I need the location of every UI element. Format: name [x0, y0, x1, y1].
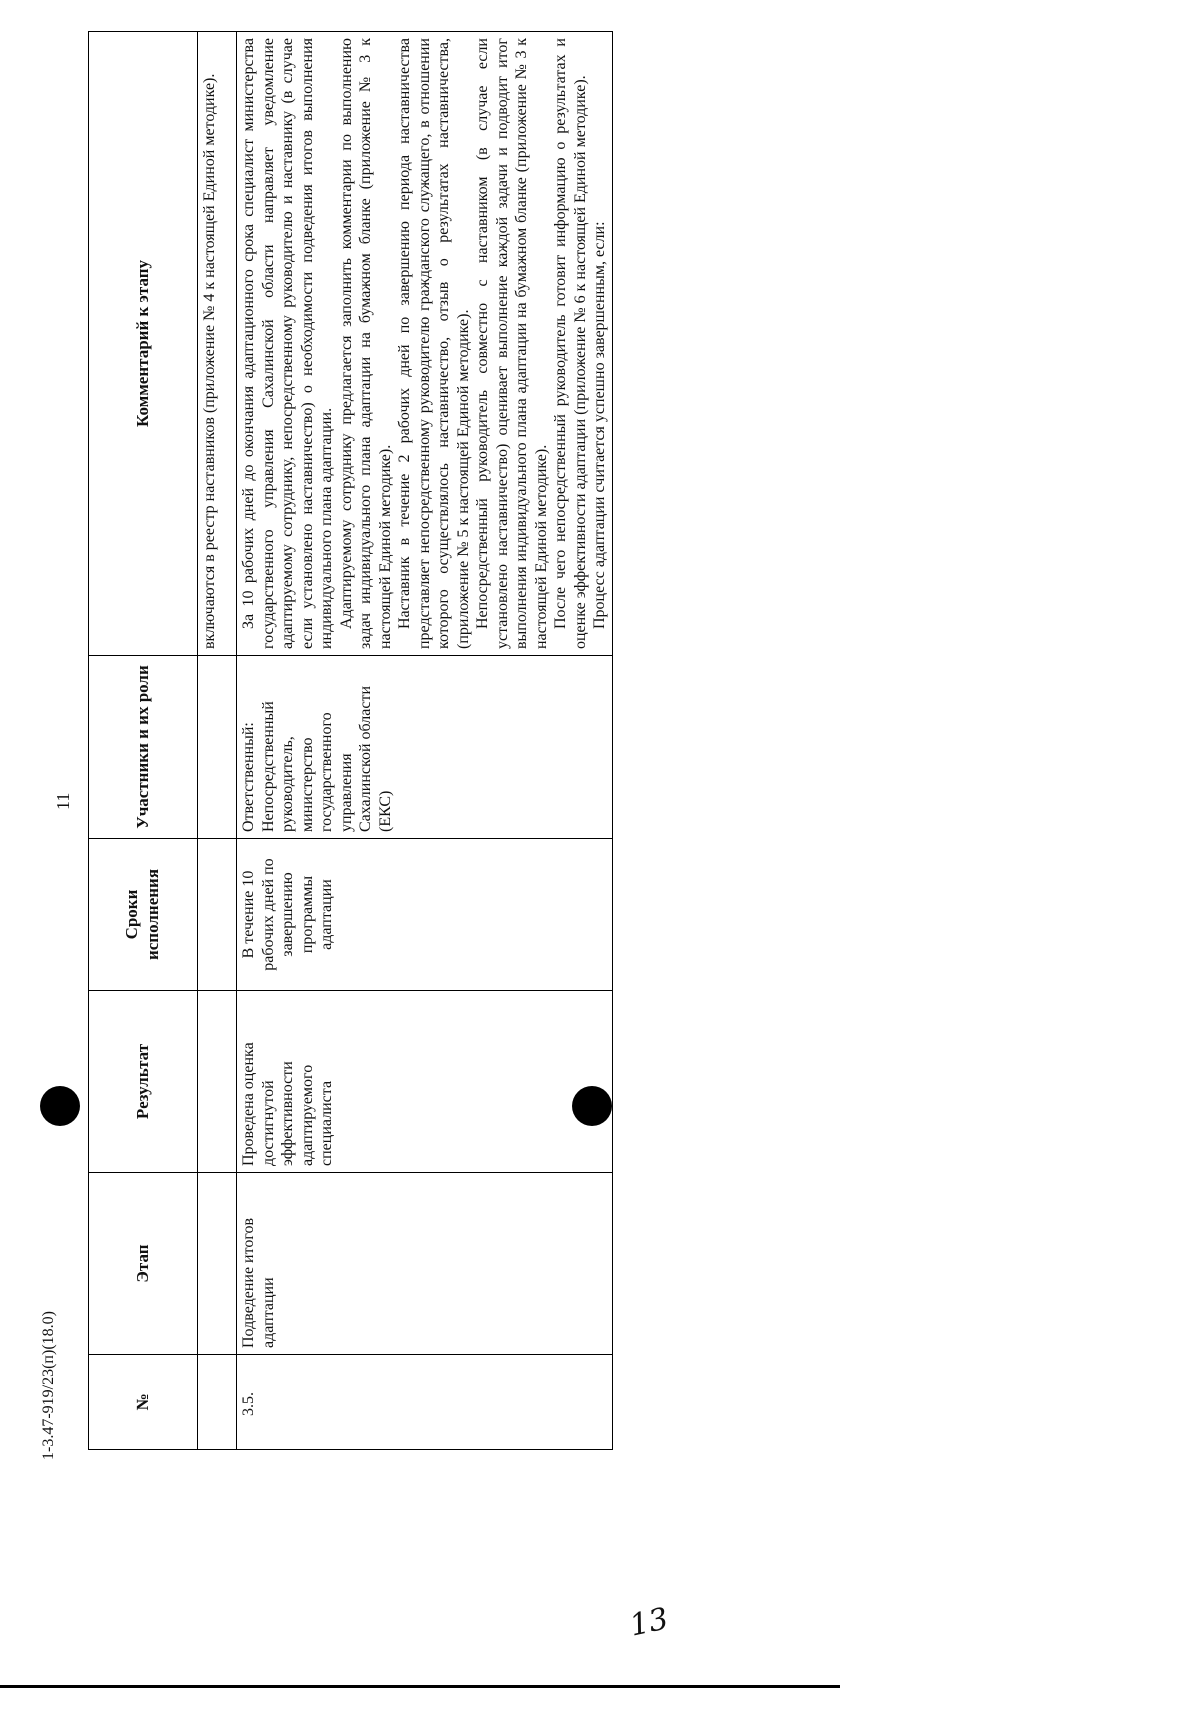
header-stage: Этап — [89, 1173, 198, 1355]
comment-paragraph: Непосредственный руководитель совместно с наставником (в случае если установлено наставничество) оценивает выполнение каждой задачи и подводит итог выполнения индивидуального плана адаптации на бумажном бланке (приложение № 3 к настоящей Единой методике). — [474, 38, 550, 649]
header-deadline: Сроки исполнения — [89, 839, 198, 991]
punch-hole — [40, 1086, 80, 1126]
adaptation-stages-table — [88, 31, 613, 1450]
header-result: Результат — [89, 991, 198, 1173]
table-header-row — [89, 32, 198, 1450]
bottom-edge-line — [0, 1685, 840, 1688]
comment-paragraph: Наставник в течение 2 рабочих дней по завершению периода наставничества представляет непосредственному руководителю гражданского служащего, в отношении которого осуществлялось наставничество, отзыв о результатах наставничества, (приложение № 5 к настоящей Единой методике). — [396, 38, 472, 649]
cell-comment-continuation — [198, 32, 237, 656]
cell-stage: Подведение итогов адаптации — [237, 1173, 613, 1355]
cell-empty — [198, 1173, 237, 1355]
cell-participants: Ответственный: Непосредственный руководитель, министерство государственного управления Сахалинской области (ЕКС) — [237, 656, 613, 839]
header-comment: Комментарий к этапу — [89, 32, 198, 656]
cell-empty — [198, 839, 237, 991]
rotated-table-area — [88, 32, 1048, 1450]
comment-paragraph: Процесс адаптации считается успешно завершенным, если: — [591, 221, 609, 629]
comment-paragraph: После чего непосредственный руководитель готовит информацию о результатах и оценке эффективности адаптации (приложение № 6 к настоящей Единой методике). — [552, 38, 589, 649]
cell-result: Проведена оценка достигнутой эффективности адаптируемого специалиста — [237, 991, 613, 1173]
document-code: 1-3.47-919/23(п)(18.0) — [40, 1311, 57, 1460]
page-number: 11 — [53, 792, 73, 810]
table-row-continuation — [198, 32, 237, 1450]
cell-comment — [237, 32, 613, 656]
handwritten-page-number: 13 — [626, 1601, 672, 1644]
comment-paragraph: За 10 рабочих дней до окончания адаптационного срока специалист министерства государственного управления Сахалинской области направляет уведомление адаптируемому сотруднику, непосредственному руководителю и наставнику (в случае если установлено наставничество) о необходимости подведения итогов выполнения индивидуального плана адаптации. — [240, 38, 336, 649]
table-row — [237, 32, 613, 1450]
comment-continuation-text: включаются в реестр наставников (приложение № 4 к настоящей Единой методике). — [201, 73, 218, 649]
header-num: № — [89, 1355, 198, 1450]
header-participants: Участники и их роли — [89, 656, 198, 839]
comment-paragraph: Адаптируемому сотруднику предлагается заполнить комментарии по выполнению задач индивидуального плана адаптации на бумажном бланке (приложение № 3 к настоящей Единой методике). — [337, 38, 394, 649]
cell-empty — [198, 1355, 237, 1450]
cell-empty — [198, 991, 237, 1173]
cell-empty — [198, 656, 237, 839]
cell-deadline: В течение 10 рабочих дней по завершению программы адаптации — [237, 839, 613, 991]
cell-num: 3.5. — [237, 1355, 613, 1450]
